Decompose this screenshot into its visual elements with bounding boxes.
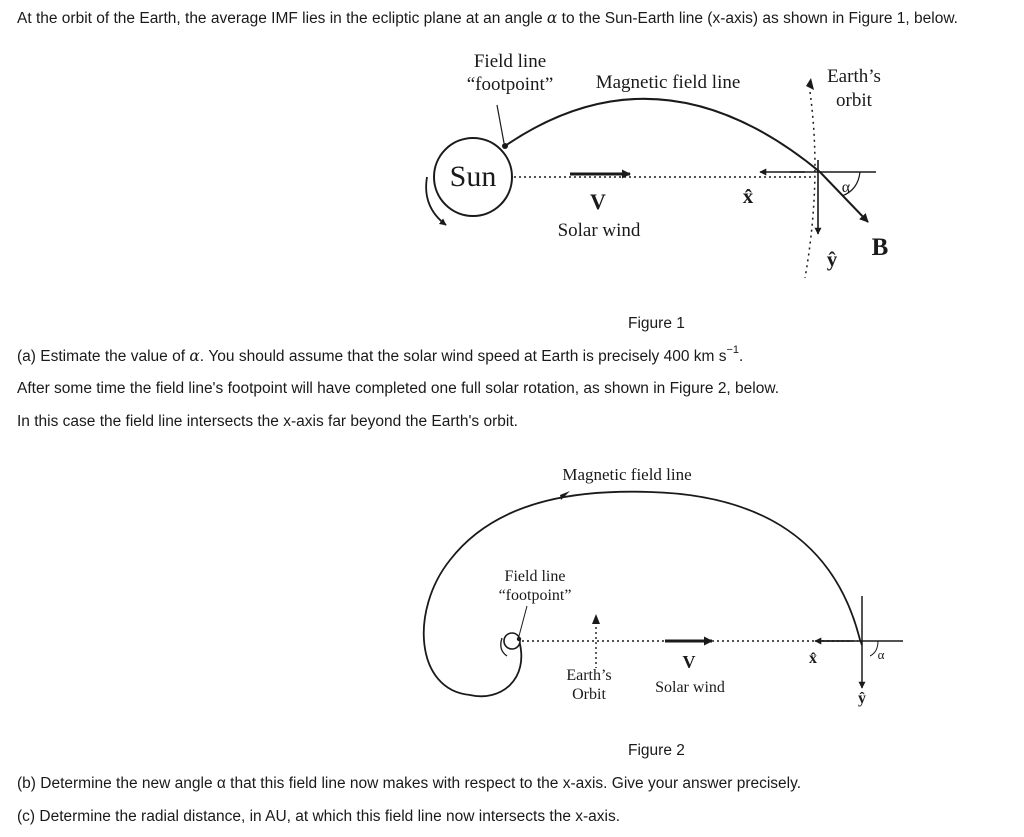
orbit-arrowhead-icon-2 <box>592 614 600 624</box>
earth-orbit-label-line2: orbit <box>836 90 872 111</box>
orbit-arrowhead-icon <box>806 78 814 90</box>
footpoint-label-line1: Field line <box>473 51 547 72</box>
figure-1-caption: Figure 1 <box>628 315 685 332</box>
footpoint-pointer-2 <box>519 606 527 636</box>
velocity-label-2: V <box>682 652 696 672</box>
b-field-label: B <box>871 234 889 261</box>
earth-orbit-arc <box>805 92 815 278</box>
velocity-label: V <box>590 189 606 214</box>
figure-2-diagram <box>0 440 1024 740</box>
spiral-field-line <box>424 492 862 697</box>
alpha-label: α <box>841 179 851 196</box>
sun-label: Sun <box>449 160 497 193</box>
x-hat-label: x̂ <box>742 184 754 208</box>
sun-small-circle <box>504 633 520 649</box>
footpoint-label-2-line2: “footpoint” <box>498 587 572 604</box>
x-hat-label-2: x̂ <box>809 650 817 667</box>
figure-2-caption: Figure 2 <box>628 742 685 759</box>
earth-orbit-label-2-line1: Earth’s <box>566 667 612 684</box>
question-a-before: (a) Estimate the value of <box>17 348 190 365</box>
figure-1-diagram <box>0 0 1024 300</box>
earth-orbit-label-2-line2: Orbit <box>572 686 606 703</box>
footpoint-dot-2 <box>517 637 521 641</box>
magnetic-field-line-label-2: Magnetic field line <box>562 465 692 484</box>
magnetic-field-line-label: Magnetic field line <box>595 72 741 93</box>
question-a <box>17 343 744 367</box>
question-a-alpha: α <box>189 347 200 365</box>
alpha-symbol: α <box>546 9 558 27</box>
footpoint-pointer <box>497 105 504 143</box>
alpha-label-2: α <box>877 647 885 662</box>
intersection-paragraph: In this case the field line intersects the x-axis far beyond the Earth's orbit. <box>17 413 518 430</box>
solar-wind-label-2: Solar wind <box>655 679 725 696</box>
earth-orbit-label-line1: Earth’s <box>827 66 881 87</box>
intro-text-before: At the orbit of the Earth, the average IMF lies in the ecliptic plane at an angle <box>17 10 547 27</box>
intro-text-after: to the Sun-Earth line (x-axis) as shown in Figure 1, below. <box>557 10 958 27</box>
solar-wind-label: Solar wind <box>557 220 641 241</box>
footpoint-label-2-line1: Field line <box>504 568 566 585</box>
footpoint-label-line2: “footpoint” <box>466 74 554 95</box>
rotation-paragraph: After some time the field line's footpoint will have completed one full solar rotation, as shown in Figure 2, below. <box>17 380 779 397</box>
question-a-exponent: −1 <box>726 343 740 356</box>
question-c: (c) Determine the radial distance, in AU, at which this field line now intersects the x-axis. <box>17 808 621 825</box>
question-b: (b) Determine the new angle α that this field line now makes with respect to the x-axis. Give your answer precisely. <box>17 775 802 792</box>
y-hat-label-2: ŷ <box>858 690 866 707</box>
question-a-after: . <box>739 348 744 365</box>
y-hat-label: ŷ <box>826 247 838 271</box>
question-a-middle: . You should assume that the solar wind speed at Earth is precisely 400 km s <box>199 348 727 365</box>
